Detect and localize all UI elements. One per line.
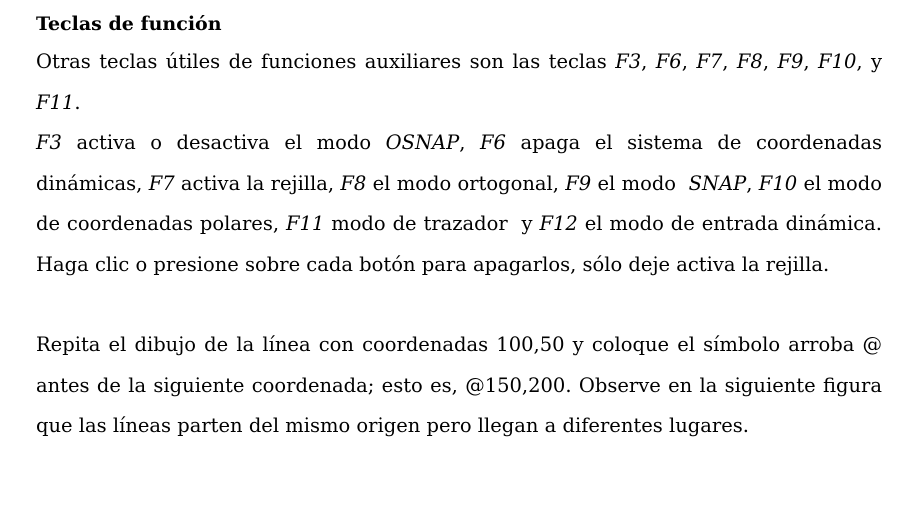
key-name: F11 xyxy=(285,212,325,235)
key-name: F11 xyxy=(36,90,75,114)
document-body xyxy=(36,8,882,447)
text-run: , xyxy=(459,131,480,154)
key-name: F3 xyxy=(615,50,642,73)
paragraph-function-keys-detail xyxy=(36,123,882,285)
text-run: apaga el sistema de coordenadas dinámicas, xyxy=(36,131,882,195)
key-name: F12 xyxy=(539,212,578,235)
text-run: , y xyxy=(856,50,882,73)
key-name: F7 xyxy=(696,50,723,73)
text-run: , xyxy=(681,50,697,73)
text-run: activa la rejilla, xyxy=(174,171,341,195)
text-run: el modo de entrada dinámica. Haga clic o presione sobre cada botón para apagarlos, sólo deje activa la rejilla. xyxy=(36,212,882,276)
text-run: activa o desactiva el modo xyxy=(61,131,386,154)
key-name: F8 xyxy=(736,50,763,73)
text-run: modo de trazador y xyxy=(324,212,540,235)
key-name: F8 xyxy=(340,171,367,195)
key-name: F10 xyxy=(818,50,857,73)
mode-name: SNAP xyxy=(688,171,747,195)
section-heading: Teclas de función xyxy=(36,13,222,35)
text-run: el modo xyxy=(591,171,689,195)
key-name: F9 xyxy=(777,50,804,73)
key-name: F3 xyxy=(36,131,62,154)
text-run: el modo de coordenadas polares, xyxy=(36,171,882,235)
key-name: F9 xyxy=(565,171,592,195)
text-run: , xyxy=(746,171,759,195)
mode-name: OSNAP xyxy=(385,131,460,154)
text-run: el modo ortogonal, xyxy=(366,171,566,195)
text-run: . xyxy=(74,90,81,114)
text-run: , xyxy=(762,50,778,73)
text-run: , xyxy=(803,50,819,73)
text-run: , xyxy=(641,50,656,73)
key-name: F7 xyxy=(148,171,175,195)
key-name: F6 xyxy=(655,50,682,73)
key-name: F10 xyxy=(758,171,798,195)
key-name: F6 xyxy=(479,131,506,154)
paragraph-function-keys-intro xyxy=(36,42,882,123)
paragraph-line-exercise: Repita el dibujo de la línea con coordenadas 100,50 y coloque el símbolo arroba @ antes de la siguiente coordenada; esto es, @150,200. Observe en la siguiente figura que las líneas parten del mismo origen pero llegan a diferentes lugares. xyxy=(36,333,882,437)
text-run: Otras teclas útiles de funciones auxiliares son las teclas xyxy=(36,50,616,73)
text-run: , xyxy=(722,50,737,73)
